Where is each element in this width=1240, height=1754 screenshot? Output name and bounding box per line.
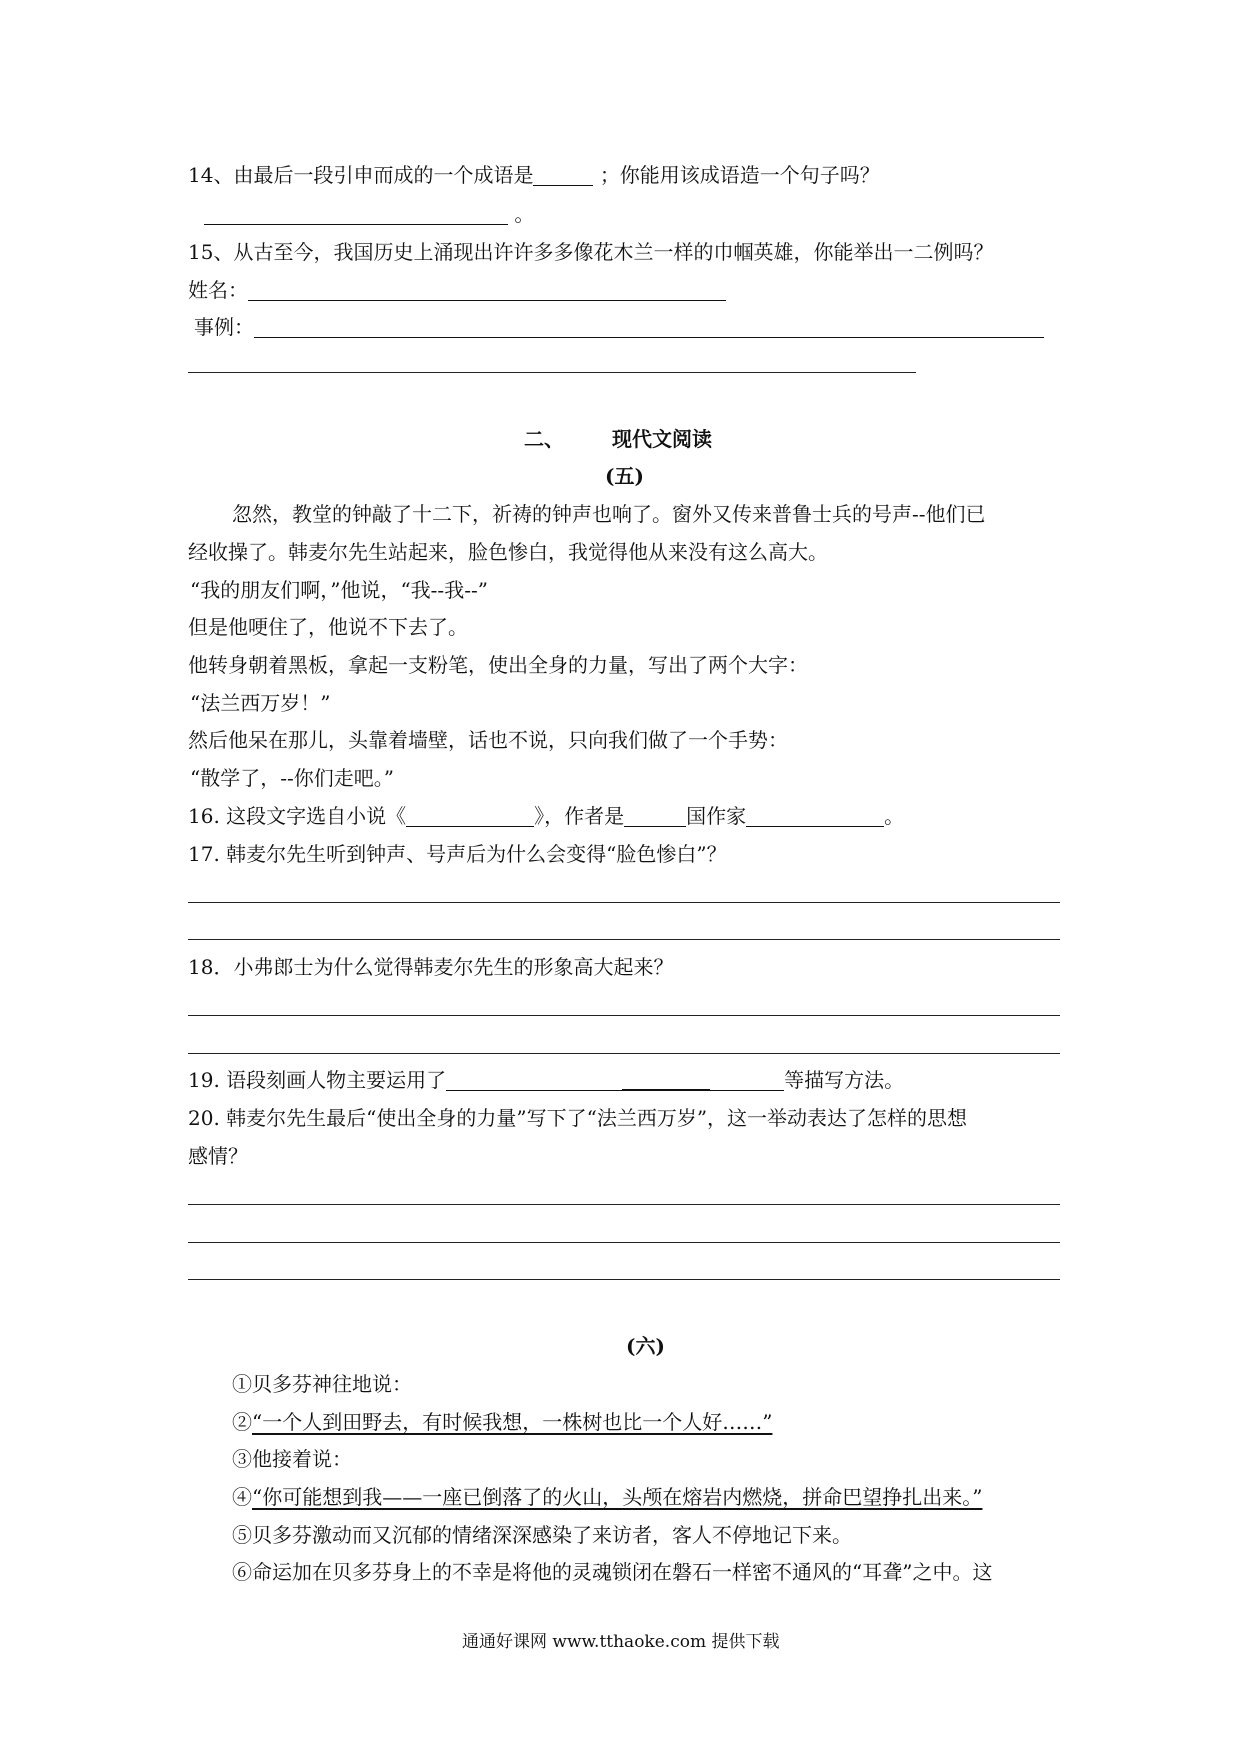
q19-blank-2[interactable] [622, 1069, 710, 1091]
passage5-para7: “散学了，--你们走吧。” [190, 766, 394, 790]
passage6-sentence-5: ⑤贝多芬激动而又沉郁的情绪深深感染了来访者，客人不停地记下来。 [232, 1523, 852, 1547]
passage6-label: (六) [626, 1334, 665, 1358]
passage5-para1-line1: 忽然，教堂的钟敲了十二下，祈祷的钟声也响了。窗外又传来普鲁士兵的号声--他们已 [232, 502, 986, 526]
q20-question-line1: 20. 韩麦尔先生最后“使出全身的力量”写下了“法兰西万岁”，这一举动表达了怎样的思想 [188, 1106, 968, 1130]
q14-line2: 。 [204, 200, 534, 228]
q14-sentence-blank[interactable] [204, 204, 508, 225]
q17-answer-line-2[interactable] [188, 939, 1060, 940]
passage5-para6: 然后他呆在那儿，头靠着墙壁，话也不说，只向我们做了一个手势： [188, 728, 788, 752]
page-footer: 通通好课网 www.tthaoke.com 提供下载 [462, 1632, 780, 1652]
q15-name-line: 姓名： [188, 276, 726, 304]
q15-answer-line[interactable] [188, 372, 916, 373]
passage6-sentence-2: ②“一个人到田野去，有时候我想，一株树也比一个人好……” [232, 1410, 773, 1434]
passage5-para2: “我的朋友们啊，”他说，“我--我--” [190, 578, 488, 602]
q20-question-line2: 感情？ [188, 1144, 248, 1168]
passage5-para4: 他转身朝着黑板，拿起一支粉笔，使出全身的力量，写出了两个大字： [188, 653, 808, 677]
q15-question: 15、从古至今，我国历史上涌现出许许多多像花木兰一样的巾帼英雄，你能举出一二例吗？ [188, 240, 994, 264]
q14-line1: 14、由最后一段引申而成的一个成语是 ；你能用该成语造一个句子吗？ [188, 163, 880, 187]
passage6-sentence-4: ④“你可能想到我——一座已倒落了的火山，头颅在熔岩内燃烧，拼命巴望挣扎出来。” [232, 1485, 983, 1509]
q20-answer-line-1[interactable] [188, 1204, 1060, 1205]
q20-answer-line-3[interactable] [188, 1279, 1060, 1280]
passage5-para3: 但是他哽住了，他说不下去了。 [188, 615, 468, 639]
passage6-sentence-3: ③他接着说： [232, 1447, 352, 1471]
passage6-sentence-6: ⑥命运加在贝多芬身上的不幸是将他的灵魂锁闭在磐石一样密不通风的“耳聋”之中。这 [232, 1560, 993, 1584]
q16-line: 16. 这段文字选自小说《 》，作者是 国作家 。 [188, 804, 905, 828]
q15-example-blank[interactable] [254, 317, 1044, 338]
passage5-para1-line2: 经收操了。韩麦尔先生站起来，脸色惨白，我觉得他从来没有这么高大。 [188, 540, 828, 564]
q19-blank-3[interactable] [710, 1070, 784, 1091]
passage5-para5: “法兰西万岁！” [190, 691, 331, 715]
q17-answer-line-1[interactable] [188, 902, 1060, 903]
q15-name-blank[interactable] [248, 280, 726, 301]
q18-answer-line-1[interactable] [188, 1015, 1060, 1016]
q16-author-blank[interactable] [746, 806, 884, 827]
q14-idiom-blank[interactable] [533, 165, 593, 186]
q16-country-blank[interactable] [624, 806, 686, 827]
q16-novel-blank[interactable] [406, 806, 534, 827]
q18-question: 18．小弗郎士为什么觉得韩麦尔先生的形象高大起来？ [188, 955, 674, 979]
section2-number: 二、 [524, 427, 564, 451]
passage5-label: (五) [605, 464, 644, 488]
q18-answer-line-2[interactable] [188, 1053, 1060, 1054]
q19-blank-1[interactable] [446, 1070, 622, 1091]
q19-line: 19. 语段刻画人物主要运用了 等描写方法。 [188, 1068, 905, 1092]
q17-question: 17. 韩麦尔先生听到钟声、号声后为什么会变得“脸色惨白”？ [188, 842, 727, 866]
section2-title: 现代文阅读 [612, 427, 712, 451]
q20-answer-line-2[interactable] [188, 1242, 1060, 1243]
passage6-sentence-1: ①贝多芬神往地说： [232, 1372, 412, 1396]
q15-example-line: 事例： [194, 313, 1044, 341]
